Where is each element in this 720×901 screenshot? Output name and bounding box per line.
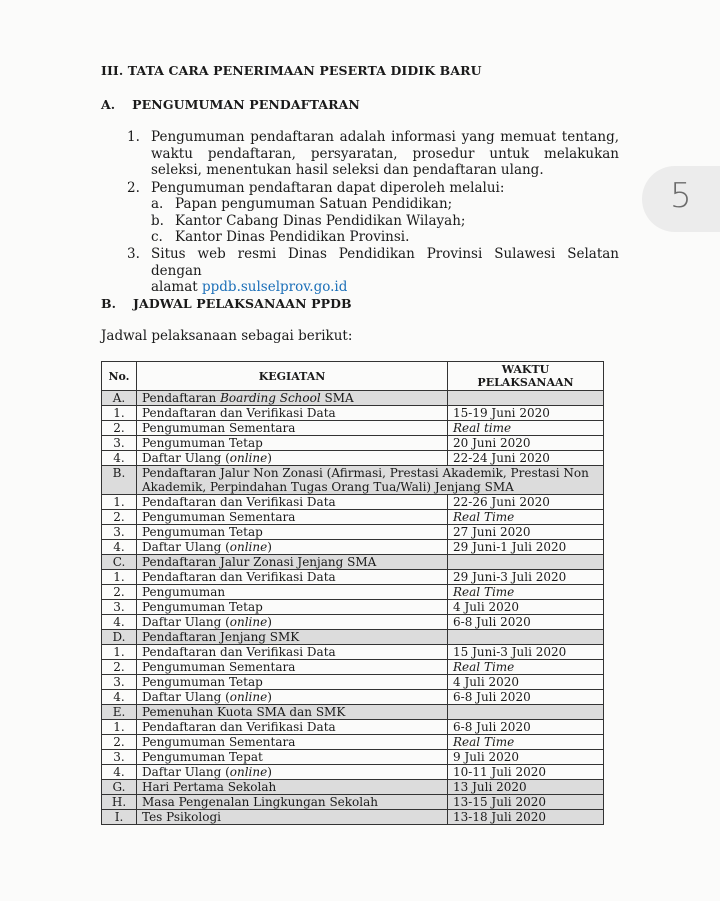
row-number: 4. — [102, 540, 137, 555]
row-number: 3. — [102, 600, 137, 615]
row-activity — [137, 660, 448, 675]
table-section-row — [102, 810, 604, 825]
activity-text: Tes Psikologi — [142, 810, 221, 824]
activity-text-italic: online — [229, 615, 268, 629]
subsection-a-label: A. — [101, 97, 116, 112]
activity-text: Pengumuman Tetap — [142, 600, 263, 614]
row-date: 13 Juli 2020 — [448, 780, 604, 795]
activity-text: SMA — [320, 391, 354, 405]
table-row — [102, 510, 604, 525]
row-date — [448, 705, 604, 720]
row-activity — [137, 585, 448, 600]
table-row — [102, 436, 604, 451]
table-row — [102, 615, 604, 630]
table-row — [102, 675, 604, 690]
row-date: 9 Juli 2020 — [448, 750, 604, 765]
table-row — [102, 660, 604, 675]
activity-text: Pendaftaran dan Verifikasi Data — [142, 570, 336, 584]
activity-text-italic: online — [229, 765, 268, 779]
table-row — [102, 540, 604, 555]
row-activity — [137, 750, 448, 765]
table-section-row — [102, 705, 604, 720]
activity-text: Daftar Ulang ( — [142, 690, 230, 704]
header-waktu — [448, 362, 604, 391]
activity-text: Pendaftaran Jalur Non Zonasi (Afirmasi, Prestasi Akademik, Prestasi Non Akademik, Perpindahan Tugas Orang Tua/Wali) Jenjang SMA — [142, 466, 589, 494]
activity-text: Masa Pengenalan Lingkungan Sekolah — [142, 795, 378, 809]
row-date — [448, 391, 604, 406]
row-activity — [137, 421, 448, 436]
row-date: Real time — [448, 421, 604, 436]
row-activity — [137, 495, 448, 510]
activity-text: ) — [267, 615, 272, 629]
activity-text: ) — [267, 451, 272, 465]
row-number: A. — [102, 391, 137, 406]
row-date: 13-15 Juli 2020 — [448, 795, 604, 810]
row-number: H. — [102, 795, 137, 810]
subsection-b-heading — [101, 296, 352, 311]
row-number: 2. — [102, 585, 137, 600]
activity-text: Pendaftaran Jenjang SMK — [142, 630, 300, 644]
row-date: 29 Juni-1 Juli 2020 — [448, 540, 604, 555]
header-waktu-line1: WAKTU — [501, 363, 550, 376]
row-activity — [137, 451, 448, 466]
sub-list-letter: b. — [151, 213, 164, 229]
header-waktu-line2: PELAKSANAAN — [477, 376, 574, 389]
row-date: 6-8 Juli 2020 — [448, 615, 604, 630]
page-number: 5 — [670, 176, 692, 216]
activity-text: Daftar Ulang ( — [142, 451, 230, 465]
row-activity — [137, 765, 448, 780]
row-activity — [137, 406, 448, 421]
row-date: 22-26 Juni 2020 — [448, 495, 604, 510]
row-date: 15 Juni-3 Juli 2020 — [448, 645, 604, 660]
row-activity — [137, 600, 448, 615]
row-date: 15-19 Juni 2020 — [448, 406, 604, 421]
activity-text: ) — [267, 540, 272, 554]
activity-text: Pengumuman Sementara — [142, 510, 296, 524]
row-date: 4 Juli 2020 — [448, 675, 604, 690]
activity-text: Daftar Ulang ( — [142, 615, 230, 629]
row-number: 1. — [102, 570, 137, 585]
row-number: B. — [102, 466, 137, 495]
row-activity — [137, 615, 448, 630]
row-date: 6-8 Juli 2020 — [448, 720, 604, 735]
table-row — [102, 735, 604, 750]
row-date: Real Time — [448, 585, 604, 600]
activity-text-italic: online — [229, 690, 268, 704]
activity-text: Pendaftaran dan Verifikasi Data — [142, 406, 336, 420]
row-date: 29 Juni-3 Juli 2020 — [448, 570, 604, 585]
row-date: 22-24 Juni 2020 — [448, 451, 604, 466]
activity-text: Pengumuman Tepat — [142, 750, 263, 764]
table-row — [102, 585, 604, 600]
page-number-badge — [642, 166, 720, 232]
row-activity — [137, 525, 448, 540]
activity-text: Daftar Ulang ( — [142, 765, 230, 779]
activity-text: Pengumuman Sementara — [142, 660, 296, 674]
row-number: G. — [102, 780, 137, 795]
list-item-text-line: Situs web resmi Dinas Pendidikan Provinsi Sulawesi Selatan dengan — [151, 246, 619, 279]
row-number: 1. — [102, 645, 137, 660]
activity-text-italic: Boarding School — [220, 391, 321, 405]
list-item-text-line: alamat — [151, 279, 198, 295]
activity-text: Pemenuhan Kuota SMA dan SMK — [142, 705, 346, 719]
activity-text: Pengumuman Tetap — [142, 675, 263, 689]
row-date: 13-18 Juli 2020 — [448, 810, 604, 825]
table-row — [102, 406, 604, 421]
row-number: 2. — [102, 735, 137, 750]
activity-text: Pendaftaran dan Verifikasi Data — [142, 720, 336, 734]
activity-text: Pendaftaran Jalur Zonasi Jenjang SMA — [142, 555, 377, 569]
table-section-row — [102, 795, 604, 810]
row-activity — [137, 436, 448, 451]
list-item-text: Pengumuman pendaftaran adalah informasi yang memuat tentang, waktu pendaftaran, persyaratan, prosedur untuk melakukan seleksi, menentukan hasil seleksi dan pendaftaran ulang. — [151, 129, 619, 178]
activity-text-italic: online — [229, 540, 268, 554]
table-row — [102, 750, 604, 765]
activity-text: Pengumuman Tetap — [142, 525, 263, 539]
activity-text: Pendaftaran dan Verifikasi Data — [142, 645, 336, 659]
row-number: E. — [102, 705, 137, 720]
row-number: 4. — [102, 615, 137, 630]
activity-text-italic: online — [229, 451, 268, 465]
row-date: Real Time — [448, 735, 604, 750]
row-number: 2. — [102, 421, 137, 436]
row-number: 4. — [102, 765, 137, 780]
table-row — [102, 421, 604, 436]
list-item-text — [151, 246, 619, 296]
row-number: 2. — [102, 510, 137, 525]
table-section-row — [102, 555, 604, 570]
row-number: 3. — [102, 675, 137, 690]
row-activity — [137, 705, 448, 720]
row-date: 27 Juni 2020 — [448, 525, 604, 540]
row-number: 3. — [102, 750, 137, 765]
row-activity — [137, 780, 448, 795]
table-header-row — [102, 362, 604, 391]
schedule-intro: Jadwal pelaksanaan sebagai berikut: — [101, 328, 353, 344]
table-row — [102, 645, 604, 660]
table-row — [102, 525, 604, 540]
row-date: 6-8 Juli 2020 — [448, 690, 604, 705]
row-activity — [137, 795, 448, 810]
header-kegiatan: KEGIATAN — [137, 362, 448, 391]
activity-text: Hari Pertama Sekolah — [142, 780, 277, 794]
table-row — [102, 570, 604, 585]
row-number: 4. — [102, 690, 137, 705]
row-number: D. — [102, 630, 137, 645]
sub-list-letter: a. — [151, 196, 164, 212]
subsection-b-label: B. — [101, 296, 117, 311]
activity-text: ) — [267, 690, 272, 704]
row-activity — [137, 690, 448, 705]
row-date: 10-11 Juli 2020 — [448, 765, 604, 780]
row-date — [448, 555, 604, 570]
row-date: 4 Juli 2020 — [448, 600, 604, 615]
list-item-number: 1. — [127, 129, 140, 145]
row-date — [448, 630, 604, 645]
table-row — [102, 495, 604, 510]
sub-list-text: Kantor Cabang Dinas Pendidikan Wilayah; — [175, 213, 466, 229]
row-date: 20 Juni 2020 — [448, 436, 604, 451]
table-row — [102, 451, 604, 466]
table-row — [102, 690, 604, 705]
subsection-b-title: JADWAL PELAKSANAAN PPDB — [133, 296, 352, 311]
row-date: Real Time — [448, 660, 604, 675]
activity-text: ) — [267, 765, 272, 779]
table-section-row — [102, 780, 604, 795]
row-number: 1. — [102, 720, 137, 735]
row-number: 2. — [102, 660, 137, 675]
row-number: I. — [102, 810, 137, 825]
list-item-number: 2. — [127, 180, 140, 196]
subsection-a-title: PENGUMUMAN PENDAFTARAN — [132, 97, 360, 112]
table-section-row — [102, 391, 604, 406]
activity-text: Pendaftaran dan Verifikasi Data — [142, 495, 336, 509]
list-item-text: Pengumuman pendaftaran dapat diperoleh melalui: — [151, 180, 505, 196]
activity-text: Pengumuman Sementara — [142, 735, 296, 749]
schedule-table — [101, 361, 604, 825]
sub-list-letter: c. — [151, 229, 163, 245]
row-activity — [137, 555, 448, 570]
activity-text: Pengumuman Sementara — [142, 421, 296, 435]
table-section-row — [102, 630, 604, 645]
row-number: 3. — [102, 436, 137, 451]
section-title: III. TATA CARA PENERIMAAN PESERTA DIDIK BARU — [101, 63, 482, 78]
table-row — [102, 600, 604, 615]
list-item — [127, 246, 619, 295]
sub-list-text: Kantor Dinas Pendidikan Provinsi. — [175, 229, 410, 245]
row-activity — [137, 630, 448, 645]
activity-text: Daftar Ulang ( — [142, 540, 230, 554]
row-number: 1. — [102, 495, 137, 510]
row-number: 3. — [102, 525, 137, 540]
row-activity — [137, 466, 604, 495]
activity-text: Pengumuman — [142, 585, 226, 599]
list-item-number: 3. — [127, 246, 140, 262]
row-activity — [137, 675, 448, 690]
schedule-table-body — [102, 391, 604, 825]
row-number: 1. — [102, 406, 137, 421]
row-date: Real Time — [448, 510, 604, 525]
row-activity — [137, 645, 448, 660]
row-activity — [137, 720, 448, 735]
row-activity — [137, 391, 448, 406]
row-activity — [137, 570, 448, 585]
row-activity — [137, 735, 448, 750]
row-activity — [137, 510, 448, 525]
row-number: 4. — [102, 451, 137, 466]
table-row — [102, 720, 604, 735]
table-section-row — [102, 466, 604, 495]
ppdb-website-link[interactable]: ppdb.sulselprov.go.id — [202, 279, 348, 295]
header-no: No. — [102, 362, 137, 391]
activity-text: Pendaftaran — [142, 391, 221, 405]
sub-list-text: Papan pengumuman Satuan Pendidikan; — [175, 196, 453, 212]
row-activity — [137, 540, 448, 555]
subsection-a-heading — [101, 97, 360, 112]
row-number: C. — [102, 555, 137, 570]
row-activity — [137, 810, 448, 825]
activity-text: Pengumuman Tetap — [142, 436, 263, 450]
table-row — [102, 765, 604, 780]
